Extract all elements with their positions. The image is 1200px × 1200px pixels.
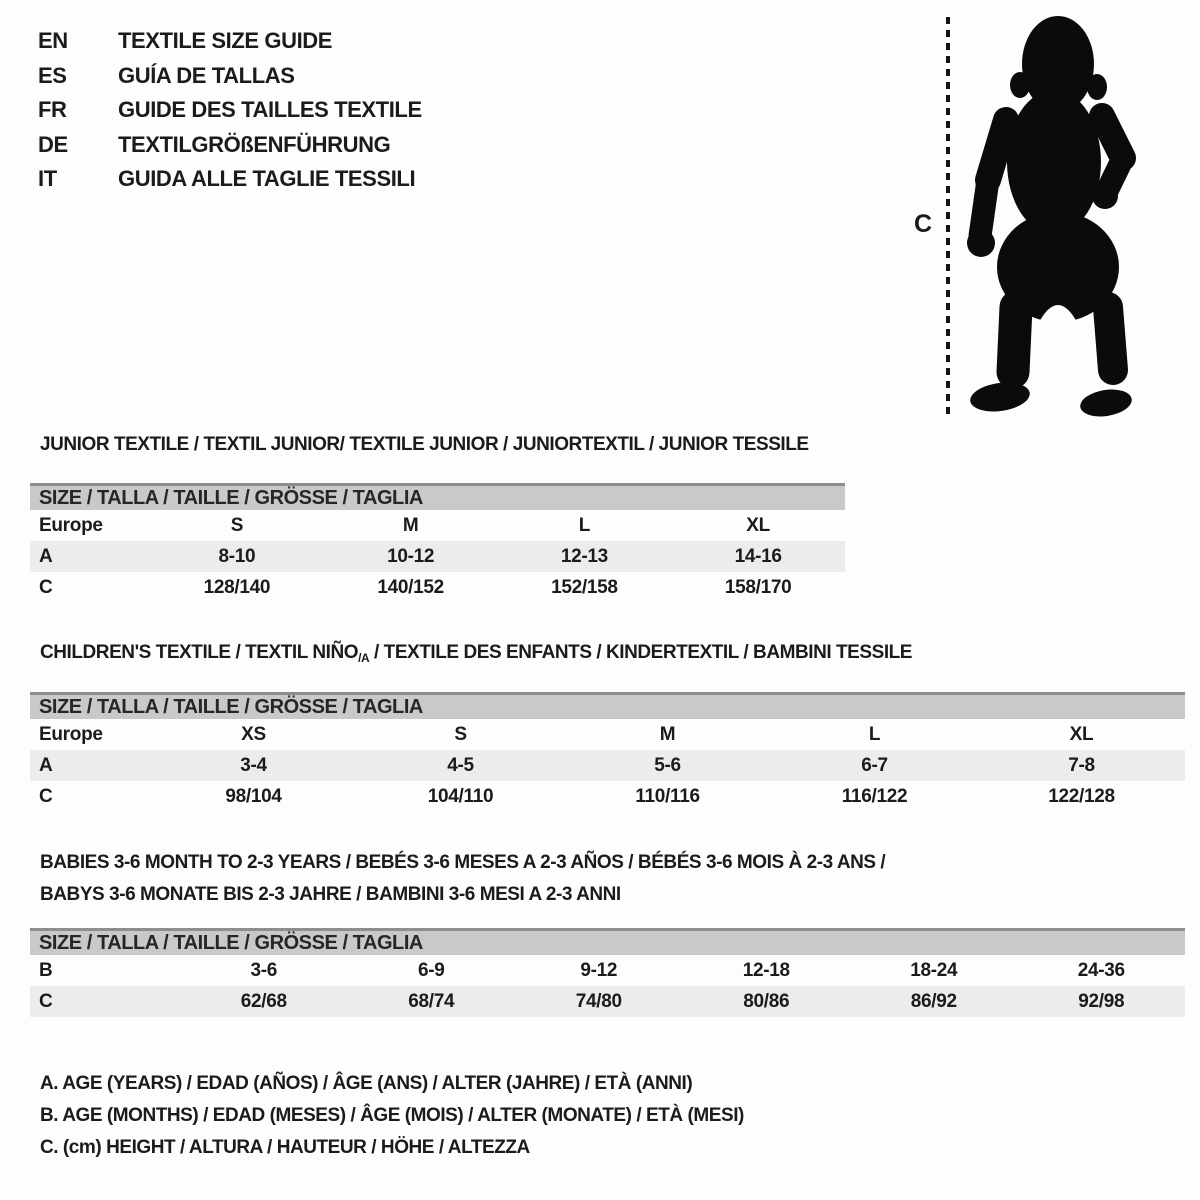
table-row: [30, 541, 845, 572]
childrens-textile-table: [30, 692, 1185, 812]
value-cell: 110/116: [635, 785, 700, 807]
table-row: [30, 750, 1185, 781]
table-row: [30, 719, 1185, 750]
lang-code: EN: [38, 28, 68, 54]
lang-title: GUIDA ALLE TAGLIE TESSILI: [118, 166, 416, 192]
value-cell: 6-7: [771, 750, 978, 781]
junior-textile-title: JUNIOR TEXTILE / TEXTIL JUNIOR/ TEXTILE JUNIOR / JUNIORTEXTIL / JUNIOR TESSILE: [40, 434, 809, 455]
row-label: A: [30, 750, 150, 781]
value-cell: L: [868, 723, 881, 745]
value-cell: 24-36: [1077, 959, 1125, 981]
value-cell: 10-12: [324, 541, 498, 572]
lang-row-en: [38, 24, 422, 59]
row-label: Europe: [39, 514, 103, 536]
size-header-bar: SIZE / TALLA / TAILLE / GRÖSSE / TAGLIA: [30, 692, 1185, 719]
value-cell: 116/122: [841, 785, 908, 807]
value-cell: 4-5: [357, 750, 564, 781]
table-row: [30, 986, 1185, 1017]
lang-code: ES: [38, 62, 67, 88]
value-cell: 80/86: [683, 986, 851, 1017]
value-cell: 62/68: [180, 986, 348, 1017]
value-cell: XL: [1069, 723, 1094, 745]
lang-code: DE: [38, 131, 68, 157]
legend-line-a: A. AGE (YEARS) / EDAD (AÑOS) / ÂGE (ANS) / ALTER (JAHRE) / ETÀ (ANNI): [40, 1073, 693, 1094]
lang-row-es: [38, 59, 422, 94]
value-cell: 3-4: [150, 750, 357, 781]
lang-code: FR: [38, 97, 67, 123]
value-cell: 122/128: [1048, 785, 1115, 807]
babies-table: [30, 928, 1185, 1017]
value-cell: 92/98: [1018, 986, 1186, 1017]
lang-row-fr: [38, 93, 422, 128]
table-row: [30, 781, 1185, 812]
row-label: Europe: [39, 723, 103, 745]
value-cell: 18-24: [910, 959, 958, 981]
legend-line-c: C. (cm) HEIGHT / ALTURA / HAUTEUR / HÖHE / ALTEZZA: [40, 1137, 530, 1158]
table-row: [30, 572, 845, 603]
value-cell: 7-8: [978, 750, 1185, 781]
babies-title-line2: BABYS 3-6 MONATE BIS 2-3 JAHRE / BAMBINI 3-6 MESI A 2-3 ANNI: [40, 884, 621, 905]
measurement-legend: [40, 1068, 744, 1164]
value-cell: S: [230, 514, 244, 536]
value-cell: 12-13: [498, 541, 672, 572]
lang-code: IT: [38, 166, 57, 192]
lang-row-it: [38, 162, 422, 197]
value-cell: 158/170: [724, 576, 792, 598]
title-part: / TEXTILE DES ENFANTS / KINDERTEXTIL / BAMBINI TESSILE: [369, 642, 913, 663]
row-label: C: [30, 986, 180, 1017]
table-row: [30, 955, 1185, 986]
value-cell: XS: [241, 723, 266, 745]
lang-title: GUIDE DES TAILLES TEXTILE: [118, 97, 422, 123]
toddler-silhouette-graphic: [966, 12, 1141, 419]
value-cell: 140/152: [377, 576, 444, 598]
row-label: A: [30, 541, 150, 572]
height-measure-dashed-line: [944, 17, 952, 419]
value-cell: 74/80: [515, 986, 683, 1017]
size-header-bar: SIZE / TALLA / TAILLE / GRÖSSE / TAGLIA: [30, 928, 1185, 955]
value-cell: M: [402, 514, 419, 536]
value-cell: XL: [746, 514, 770, 536]
value-cell: 104/110: [427, 785, 494, 807]
value-cell: 98/104: [225, 785, 282, 807]
value-cell: 8-10: [150, 541, 324, 572]
value-cell: 152/158: [551, 576, 618, 598]
value-cell: 3-6: [250, 959, 278, 981]
value-cell: 68/74: [348, 986, 516, 1017]
lang-title: TEXTILE SIZE GUIDE: [118, 28, 333, 54]
value-cell: 128/140: [203, 576, 271, 598]
value-cell: 6-9: [417, 959, 445, 981]
value-cell: 14-16: [671, 541, 845, 572]
value-cell: 86/92: [850, 986, 1018, 1017]
size-header-bar: SIZE / TALLA / TAILLE / GRÖSSE / TAGLIA: [30, 483, 845, 510]
row-label: C: [39, 576, 53, 598]
height-measurement-figure: [900, 12, 1200, 424]
table-row: [30, 510, 845, 541]
language-title-list: [38, 24, 422, 197]
childrens-textile-title: [40, 642, 912, 665]
value-cell: L: [578, 514, 591, 536]
junior-textile-table: [30, 483, 845, 603]
value-cell: 12-18: [742, 959, 790, 981]
title-subscript: /A: [358, 651, 370, 665]
value-cell: M: [659, 723, 676, 745]
value-cell: S: [454, 723, 467, 745]
lang-title: TEXTILGRÖßENFÜHRUNG: [118, 131, 391, 157]
lang-title: GUÍA DE TALLAS: [118, 62, 295, 88]
babies-title-line1: BABIES 3-6 MONTH TO 2-3 YEARS / BEBÉS 3-6 MESES A 2-3 AÑOS / BÉBÉS 3-6 MOIS À 2-3 ANS /: [40, 852, 886, 873]
title-part: CHILDREN'S TEXTILE / TEXTIL NIÑO: [40, 642, 359, 663]
lang-row-de: [38, 128, 422, 163]
legend-line-b: B. AGE (MONTHS) / EDAD (MESES) / ÂGE (MOIS) / ALTER (MONATE) / ETÀ (MESI): [40, 1105, 744, 1126]
value-cell: 9-12: [580, 959, 618, 981]
measurement-c-label: C: [914, 210, 933, 238]
value-cell: 5-6: [564, 750, 771, 781]
row-label: C: [39, 785, 53, 807]
row-label: B: [39, 959, 53, 981]
